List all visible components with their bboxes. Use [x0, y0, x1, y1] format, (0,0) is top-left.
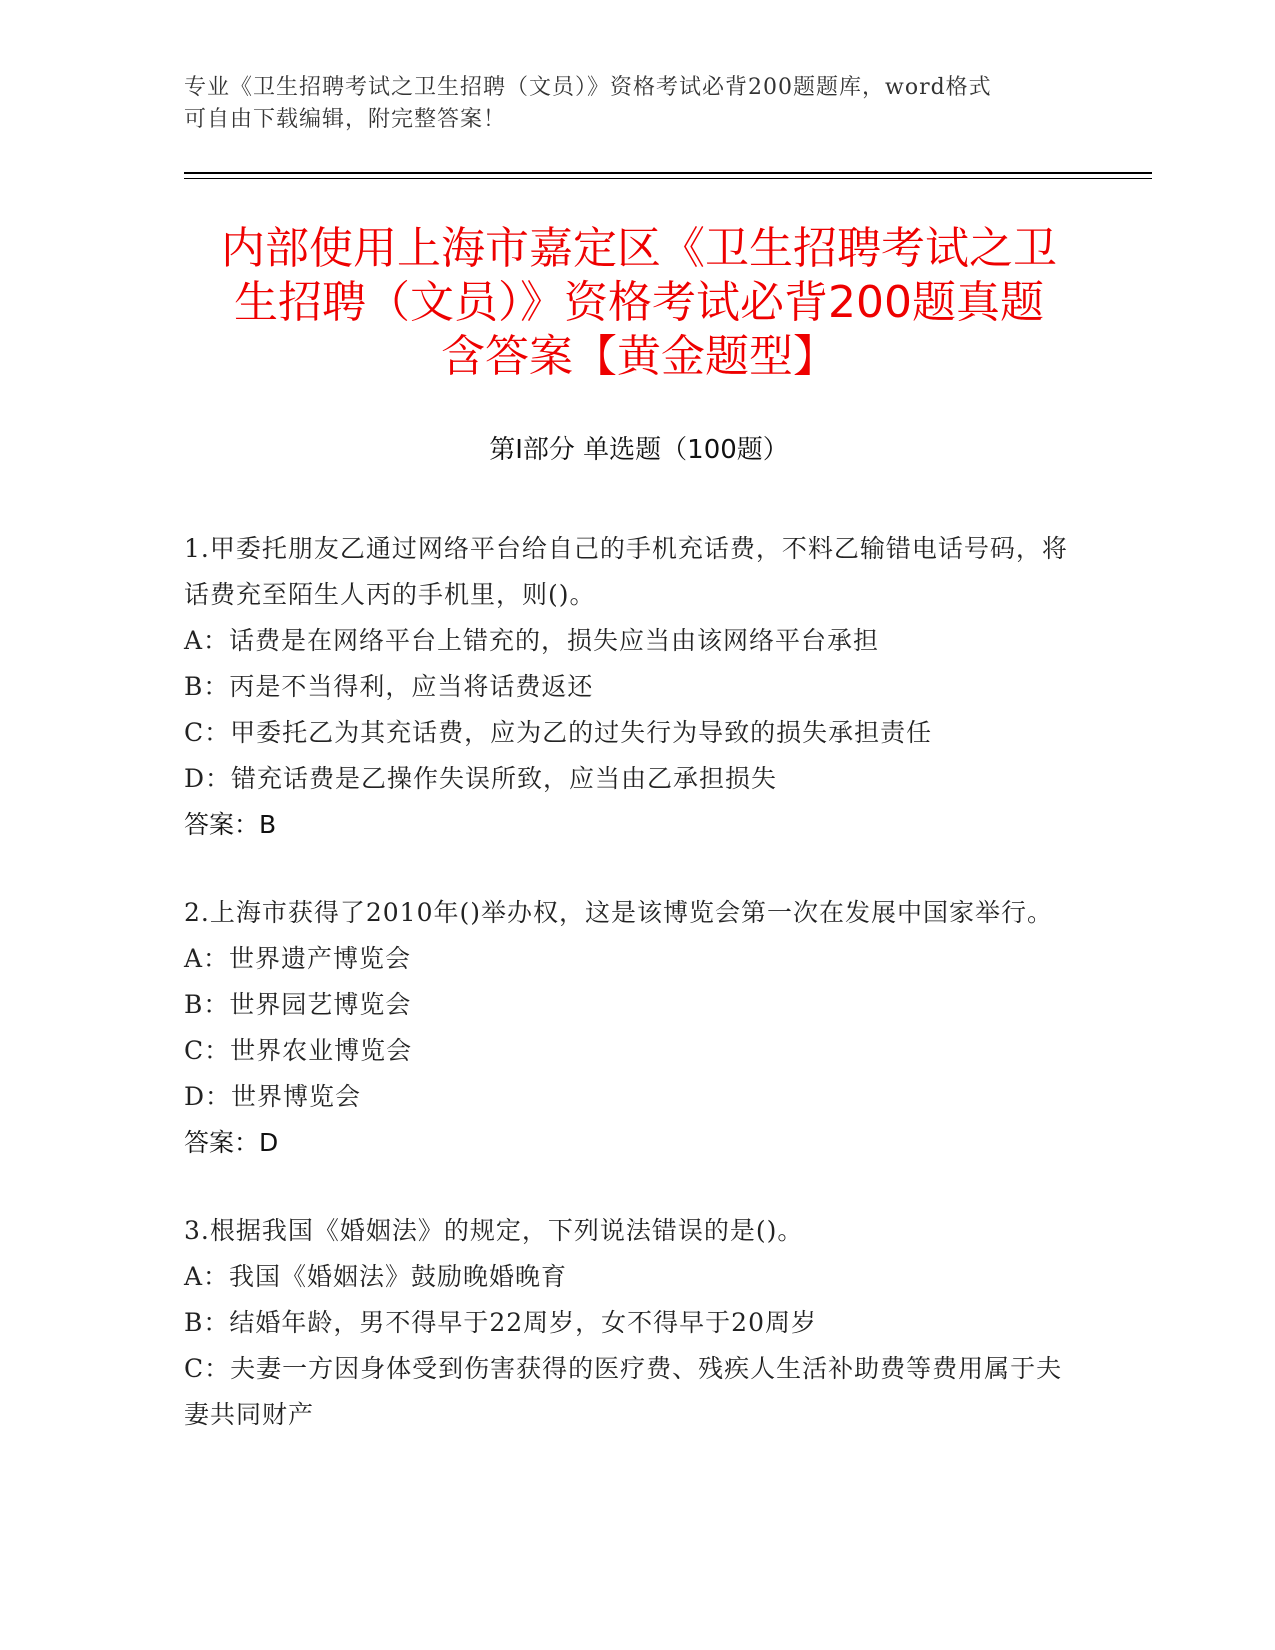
header-rule-thin [184, 178, 1152, 179]
question-stem: 1.甲委托朋友乙通过网络平台给自己的手机充话费，不料乙输错电话号码，将话费充至陌生人丙的手机里，则()。 [184, 534, 1068, 609]
document-title-line-3: 含答案【黄金题型】 [441, 331, 837, 382]
question-option-a: A：世界遗产博览会 [184, 944, 412, 973]
question-option-d: D：错充话费是乙操作失误所致，应当由乙承担损失 [184, 764, 778, 793]
question-1 [184, 526, 1084, 848]
question-option-b: B：丙是不当得利，应当将话费返还 [184, 672, 594, 701]
document-title-line-2: 生招聘（文员）》资格考试必背200题真题 [234, 277, 1044, 328]
header-note [184, 72, 1084, 136]
question-option-a: A：我国《婚姻法》鼓励晚婚晚育 [184, 1262, 568, 1291]
question-2 [184, 890, 1084, 1166]
question-list [184, 526, 1084, 1480]
header-rule-thick [184, 172, 1152, 174]
question-option-b: B：世界园艺博览会 [184, 990, 412, 1019]
question-answer: 答案：D [184, 1128, 279, 1157]
question-option-c: C：世界农业博览会 [184, 1036, 413, 1065]
question-answer: 答案：B [184, 810, 277, 839]
question-option-b: B：结婚年龄，男不得早于22周岁，女不得早于20周岁 [184, 1308, 817, 1337]
header-note-line-2: 可自由下载编辑，附完整答案！ [184, 107, 507, 132]
document-title-line-1: 内部使用上海市嘉定区《卫生招聘考试之卫 [221, 223, 1057, 274]
header-note-line-1: 专业《卫生招聘考试之卫生招聘（文员）》资格考试必背200题题库，word格式 [184, 75, 992, 100]
question-3 [184, 1208, 1084, 1438]
question-option-c: C：夫妻一方因身体受到伤害获得的医疗费、残疾人生活补助费等费用属于夫妻共同财产 [184, 1354, 1063, 1429]
question-option-a: A：话费是在网络平台上错充的，损失应当由该网络平台承担 [184, 626, 880, 655]
question-stem: 3.根据我国《婚姻法》的规定，下列说法错误的是()。 [184, 1216, 804, 1245]
document-title [184, 222, 1094, 384]
question-option-d: D：世界博览会 [184, 1082, 362, 1111]
section-heading: 第Ⅰ部分 单选题（100题） [489, 435, 789, 465]
question-stem: 2.上海市获得了2010年()举办权，这是该博览会第一次在发展中国家举行。 [184, 898, 1053, 927]
question-option-c: C：甲委托乙为其充话费，应为乙的过失行为导致的损失承担责任 [184, 718, 933, 747]
